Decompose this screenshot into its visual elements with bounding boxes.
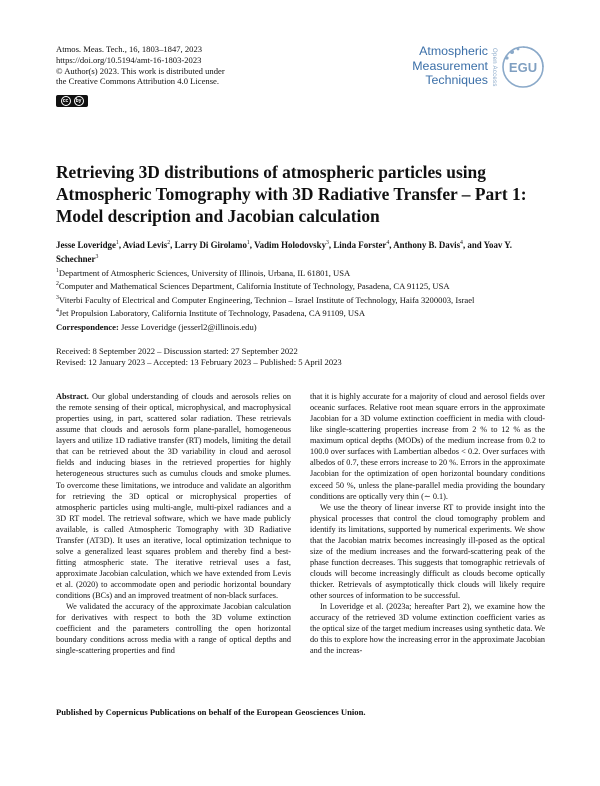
dates-received: Received: 8 September 2022 – Discussion started: 27 September 2022 bbox=[56, 346, 298, 356]
citation: Atmos. Meas. Tech., 16, 1803–1847, 2023 bbox=[56, 44, 203, 54]
abstract-paragraph: that it is highly accurate for a majority of cloud and aerosol fields over oceanic surfaces. Relative root mean square errors in the approximate Jacobian for a 3D volume extinction coefficient in media with cloud-like single-scattering properties increase from 2 % to 12 % as the maximum optical depths (MODs) of the medium increase from 0.2 to 100.0 over surfaces with Lambertian albedos < 0.2. Over surfaces with albedos of 0.7, these errors increase to 20 %. Errors in the approximate Jacobian for the optimization of open horizontal boundary conditions exceed 50 %, unless the plane-parallel media providing the boundary conditions are optically very thin (∼ 0.1). bbox=[310, 392, 545, 501]
cc-by-license-icon[interactable] bbox=[56, 95, 88, 107]
abstract-column-left bbox=[56, 391, 291, 657]
doi-link[interactable]: https://doi.org/10.5194/amt-16-1803-2023 bbox=[56, 54, 202, 65]
egu-text: EGU bbox=[508, 60, 538, 75]
abstract-paragraph: We use the theory of linear inverse RT to provide insight into the physical processes that control the cloud tomography problem and identify its limitations, supported by numerical experiments. We show that the Jacobian matrix becomes increasingly ill-posed as the optical size of the medium increases and the forward-scattering peak of the phase function decreases. This suggests that tomographic retrievals of clouds will become increasingly difficult as clouds become optically thicker. Retrievals of asymptotically thick clouds will likely require other sources of information to be successful. bbox=[310, 502, 545, 601]
article-header-meta bbox=[56, 44, 225, 87]
affiliation-item: $^2$Computer and Mathematical Sciences Department, California Institute of Technology, Pasadena, CA 91125, USA bbox=[56, 281, 450, 292]
author-list: Jesse Loveridge$^1$, Aviad Levis$^2$, Larry Di Girolamo$^1$, Vadim Holodovsky$^3$, Linda Forster$^4$, Anthony B. Davis$^4$, and Yoav Y. Schechner$^3$ bbox=[56, 239, 513, 264]
abstract-label: Abstract. bbox=[56, 392, 89, 401]
copyright-notice: © Author(s) 2023. This work is distributed under bbox=[56, 65, 225, 76]
open-access-label: Open Access bbox=[491, 48, 497, 87]
journal-name: Atmospheric Measurement Techniques bbox=[412, 44, 488, 87]
author-name: Anthony B. Davis$^4$ bbox=[393, 239, 463, 250]
abstract-paragraph: In Loveridge et al. (2023a; hereafter Part 2), we examine how the accuracy of the retrieved 3D volume extinction coefficient varies as the optical size of the target medium increases using synthetic data. We do this to explore how the increasing error in the approximate Jacobian and the increas- bbox=[310, 602, 546, 656]
journal-logo bbox=[396, 40, 546, 102]
author-name: Larry Di Girolamo$^1$ bbox=[174, 239, 250, 250]
dates-published: Revised: 12 January 2023 – Accepted: 13 February 2023 – Published: 5 April 2023 bbox=[56, 357, 342, 368]
author-name: Vadim Holodovsky$^3$ bbox=[254, 239, 329, 250]
affiliation-list bbox=[56, 266, 556, 320]
correspondence-label: Correspondence: bbox=[56, 322, 119, 332]
paper-title: Retrieving 3D distributions of atmospheric particles using Atmospheric Tomography with 3D Radiative Transfer – Part 1: Model description and Jacobian calculation bbox=[56, 162, 527, 226]
affiliation-item: $^3$Viterbi Faculty of Electrical and Computer Engineering, Technion – Israel Institute of Technology, Haifa 3200003, Israel bbox=[56, 294, 475, 305]
correspondence bbox=[56, 322, 257, 332]
abstract-column-right bbox=[310, 391, 545, 657]
affiliation-item: $^4$Jet Propulsion Laboratory, California Institute of Technology, Pasadena, CA 91109, USA bbox=[56, 308, 366, 319]
publisher-footer: Published by Copernicus Publications on behalf of the European Geosciences Union. bbox=[56, 707, 366, 717]
author-name: Linda Forster$^4$ bbox=[333, 239, 390, 250]
abstract-paragraph: We validated the accuracy of the approximate Jacobian calculation for derivatives with respect to both the 3D volume extinction coefficient and the parameters controlling the open horizontal boundary conditions across media with a range of optical depths and single-scattering properties and find bbox=[56, 602, 291, 656]
correspondence-email[interactable]: Jesse Loveridge (jesserl2@illinois.edu) bbox=[121, 322, 257, 332]
cc-icon: cc bbox=[61, 96, 71, 106]
abstract-paragraph: Abstract. Our global understanding of clouds and aerosols relies on the remote sensing of their optical, microphysical, and macrophysical properties using, in part, scattered solar radiation. These retrievals assume that clouds and aerosols form plane-parallel, homogeneous layers and utilize 1D radiative transfer (RT) models, limiting the detail that can be retrieved about the 3D variability in cloud and aerosol fields and inducing biases in the retrieved properties for highly heterogeneous structures such as cumulus clouds and smoke plumes. To overcome these limitations, we introduce and validate an algorithm for retrieving the 3D optical or microphysical properties of atmospheric particles using multi-angle, multi-pixel radiances and a 3D RT model. The retrieval software, which we have made publicly available, is called Atmospheric Tomography with 3D Radiative Transfer (AT3D). It uses an iterative, local optimization technique to solve a generalized least squares problem and thereby find a best-fitting atmospheric state. The iterative retrieval uses a fast, approximate Jacobian calculation, which we have extended from Levis et al. (2020) to accommodate open and periodic horizontal boundary conditions (BCs) and an improved treatment of non-black surfaces. bbox=[56, 392, 292, 601]
publication-dates bbox=[56, 346, 342, 368]
author-name: Jesse Loveridge$^1$ bbox=[56, 239, 119, 250]
license-notice: the Creative Commons Attribution 4.0 License. bbox=[56, 76, 220, 87]
affiliation-item: $^1$Department of Atmospheric Sciences, University of Illinois, Urbana, IL 61801, USA bbox=[56, 267, 351, 278]
egu-logo-icon bbox=[500, 44, 546, 90]
by-icon: by bbox=[74, 96, 84, 106]
author-name: Yoav Y. Schechner$^3$ bbox=[56, 239, 513, 264]
author-name: Aviad Levis$^2$ bbox=[122, 239, 171, 250]
